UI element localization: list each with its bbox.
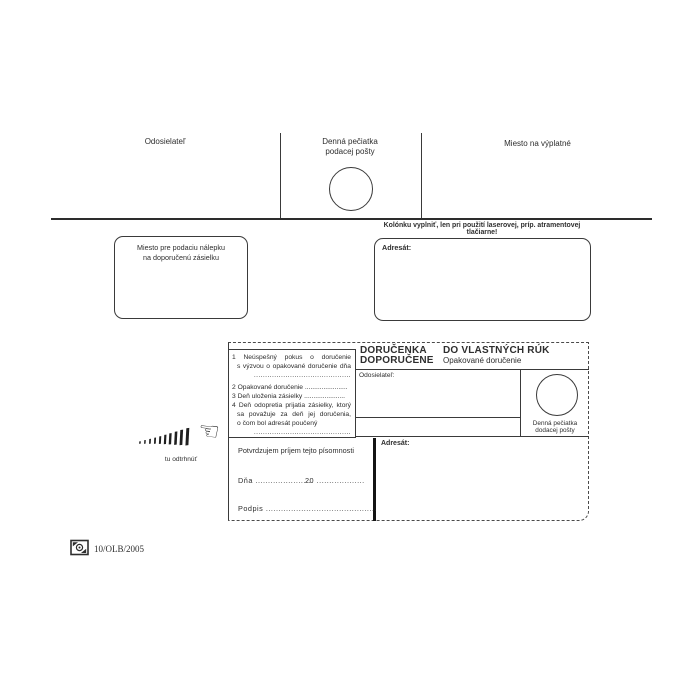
- registered-label-box: [114, 236, 248, 319]
- main-separator-line: [51, 218, 652, 220]
- form-item-line: 2 Opakované doručenie .......................: [232, 384, 348, 391]
- form-header-rule: [356, 369, 589, 370]
- postage-area-label: Miesto na výplatné: [504, 139, 571, 148]
- tear-here-mark: [136, 417, 235, 456]
- posting-stamp-label: Denná pečiatka podacej pošty: [322, 137, 378, 156]
- top-divider-right: [421, 133, 422, 219]
- registered-label-box-text: Miesto pre podaciu nálepku na doporučenú zásielku: [137, 243, 225, 262]
- perforation-marks-icon: [136, 423, 202, 455]
- form-item-line: sa považuje za deň jej doručenia,: [237, 411, 351, 418]
- posting-stamp-circle-icon: [329, 167, 373, 211]
- confirmation-text: Potvrdzujem príjem tejto písomnosti: [238, 446, 354, 455]
- form-item-line: 4 Deň odopretia prijatia zásielky, ktorý: [232, 402, 351, 409]
- form-addressee-label: Adresát:: [381, 440, 410, 447]
- form-item-line: 3 Deň uloženia zásielky ......................: [232, 393, 345, 400]
- form-middle-rule: [356, 436, 589, 437]
- date-line: Dňa .......................: [238, 476, 314, 485]
- post-logo-icon: [70, 538, 89, 557]
- top-divider-left: [280, 133, 281, 219]
- tear-here-hand-icon: ☜: [196, 416, 222, 447]
- form-title-right: DO VLASTNÝCH RÚK Opakované doručenie: [443, 345, 550, 365]
- form-item-line: 1 Neúspešný pokus o doručenie: [232, 354, 351, 361]
- form-item-line: s výzvou o opakované doručenie dňa: [237, 363, 351, 370]
- tear-here-label: tu odtrhnúť: [164, 456, 198, 463]
- year-line: 20 ...................: [305, 476, 365, 485]
- delivery-attempt-items-box: [228, 349, 356, 438]
- form-item-dotted-line: ...........................................: [253, 372, 351, 379]
- printer-instruction-note: Kolónku vyplniť, len pri použití laserovej, príp. atramentovej tlačiarne!: [383, 222, 581, 236]
- sender-area-label: Odosielateľ: [144, 137, 186, 146]
- addressee-box-label: Adresát:: [382, 243, 412, 252]
- form-title-left: DORUČENKA DOPORUČENE: [360, 345, 434, 366]
- signature-line: Podpis ............................................: [238, 504, 378, 513]
- addressee-box: [374, 238, 591, 321]
- form-number: 10/OLB/2005: [94, 544, 145, 554]
- delivery-stamp-circle-icon: [536, 374, 578, 416]
- form-sender-bottom-rule: [356, 417, 520, 418]
- form-item-dotted-line: ...........................................: [253, 429, 351, 436]
- delivery-stamp-label: Denná pečiatka dodacej pošty: [532, 420, 578, 435]
- form-sender-label: Odosielateľ:: [359, 372, 395, 379]
- form-item-line: o čom bol adresát poučený: [237, 420, 318, 427]
